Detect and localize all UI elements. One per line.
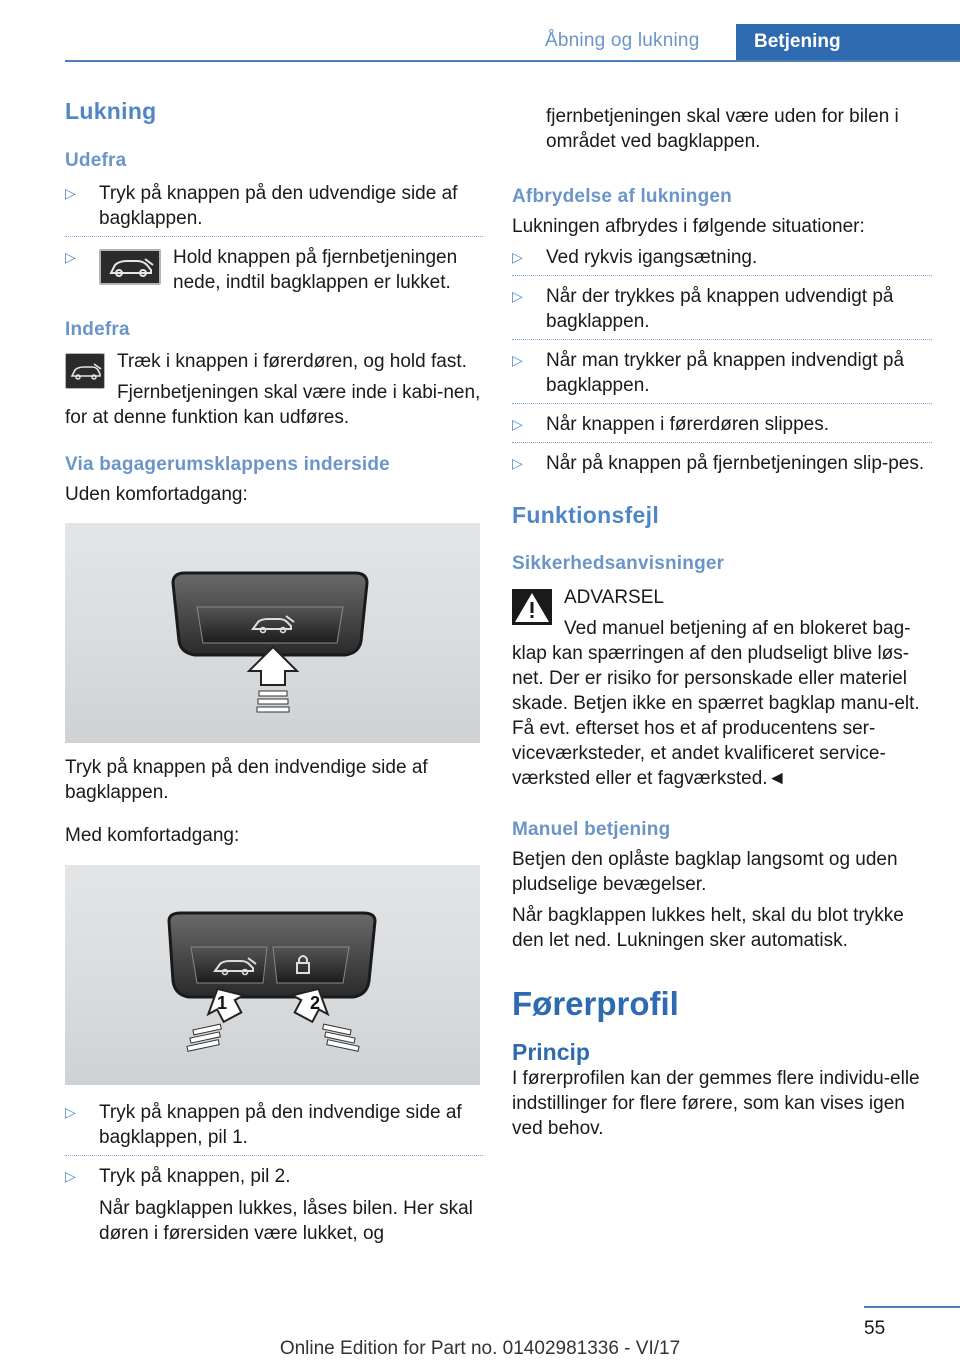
list-item: ▷ Når knappen i førerdøren slippes. (512, 412, 932, 437)
udefra-list (65, 181, 483, 295)
indefra-text-2: Fjernbetjeningen skal være inde i kabi-nen, for at denne funktion kan udføres. (65, 382, 481, 428)
arrow-2-label: 2 (309, 993, 321, 1013)
tailgate-button-photo-1 (65, 523, 480, 743)
list-item: ▷ Hold knappen på fjernbetjeningen nede, indtil bagklappen er lukket. (65, 247, 458, 293)
bullet-triangle-icon: ▷ (512, 352, 523, 368)
page-number: 55 (864, 1318, 886, 1339)
remote-tailgate-key-icon (99, 249, 161, 285)
heading-indefra: Indefra (65, 319, 130, 340)
header-chapter-tab: Betjening (736, 24, 960, 62)
list-item: ▷ Tryk på knappen på den udvendige side af bagklappen. (65, 181, 483, 231)
afbrydelse-intro: Lukningen afbrydes i følgende situationer: (512, 216, 865, 237)
via-list (65, 1100, 483, 1246)
heading-udefra: Udefra (65, 150, 127, 171)
manuel-text-1: Betjen den oplåste bagklap langsomt og uden pludselige bevægelser. (512, 849, 898, 895)
list-item: ▷ Tryk på knappen, pil 2. Når bagklappen lukkes, låses bilen. Her skal døren i førersiden være lukket, og (65, 1164, 483, 1246)
heading-forerprofil: Førerprofil (512, 985, 679, 1022)
heading-manuel: Manuel betjening (512, 819, 671, 840)
footer-rule (864, 1306, 960, 1308)
manuel-text-2: Når bagklappen lukkes helt, skal du blot trykke den let ned. Lukningen sker automatisk. (512, 905, 904, 951)
heading-via-inderside: Via bagagerumsklappens inderside (65, 454, 390, 475)
door-tailgate-button-icon (65, 353, 105, 389)
header-section-title: Åbning og lukning (545, 30, 700, 51)
left-column (65, 98, 483, 1246)
header-rule (65, 60, 960, 62)
warning-block (512, 585, 932, 791)
heading-princip: Princip (512, 1039, 590, 1065)
list-item: ▷ Når på knappen på fjernbetjeningen slip-pes. (512, 453, 925, 474)
right-column (512, 104, 932, 1141)
list-item: ▷ Når man trykker på knappen indvendigt på bagklappen. (512, 348, 932, 398)
via-after-text: Når bagklappen lukkes, låses bilen. Her skal døren i førersiden være lukket, og (99, 1198, 473, 1244)
heading-sikkerhed: Sikkerhedsanvisninger (512, 553, 725, 574)
footer-edition: Online Edition for Part no. 01402981336 - VI/17 (279, 1338, 681, 1359)
arrow-1-label: 1 (216, 993, 228, 1013)
via-intro: Uden komfortadgang: (65, 484, 248, 505)
warning-text: Ved manuel betjening af en blokeret bag-klap kan spærringen af den pludseligt blive løs-net. Der er risiko for personskade eller materiel skade. Betjen ikke en spærret bagklap manu-elt. Få evt. efterset hos et af producentens ser-viceværksteder, et andet kvalificeret service-værksted eller et fagværksted.◄ (512, 618, 920, 789)
afbrydelse-list (512, 245, 932, 476)
warning-label: ADVARSEL (564, 587, 664, 608)
bullet-triangle-icon: ▷ (512, 249, 523, 265)
continued-text: fjernbetjeningen skal være uden for bilen i området ved bagklappen. (546, 106, 899, 152)
indefra-block (65, 349, 483, 430)
bullet-triangle-icon: ▷ (512, 416, 523, 432)
list-item: ▷ Tryk på knappen på den indvendige side af bagklappen, pil 1. (65, 1100, 483, 1150)
tailgate-button-photo-2 (65, 865, 480, 1085)
bullet-triangle-icon: ▷ (65, 1104, 76, 1120)
princip-text: I førerprofilen kan der gemmes flere individu-elle indstillinger for flere førere, som kan vises igen ved behov. (512, 1068, 920, 1139)
bullet-triangle-icon: ▷ (512, 455, 523, 471)
heading-lukning: Lukning (65, 98, 157, 124)
via-intro-2: Med komfortadgang: (65, 825, 240, 846)
heading-afbrydelse: Afbrydelse af lukningen (512, 186, 732, 207)
indefra-text-1: Træk i knappen i førerdøren, og hold fast. (117, 351, 467, 372)
photo-1-caption: Tryk på knappen på den indvendige side af bagklappen. (65, 757, 428, 803)
list-item: ▷ Når der trykkes på knappen udvendigt på bagklappen. (512, 284, 932, 334)
bullet-triangle-icon: ▷ (65, 1168, 76, 1184)
list-item: ▷ Ved rykvis igangsætning. (512, 245, 932, 270)
heading-funktionsfejl: Funktionsfejl (512, 502, 660, 528)
bullet-triangle-icon: ▷ (512, 288, 523, 304)
bullet-triangle-icon: ▷ (65, 185, 76, 201)
warning-triangle-icon (512, 589, 552, 625)
bullet-triangle-icon: ▷ (65, 249, 76, 265)
